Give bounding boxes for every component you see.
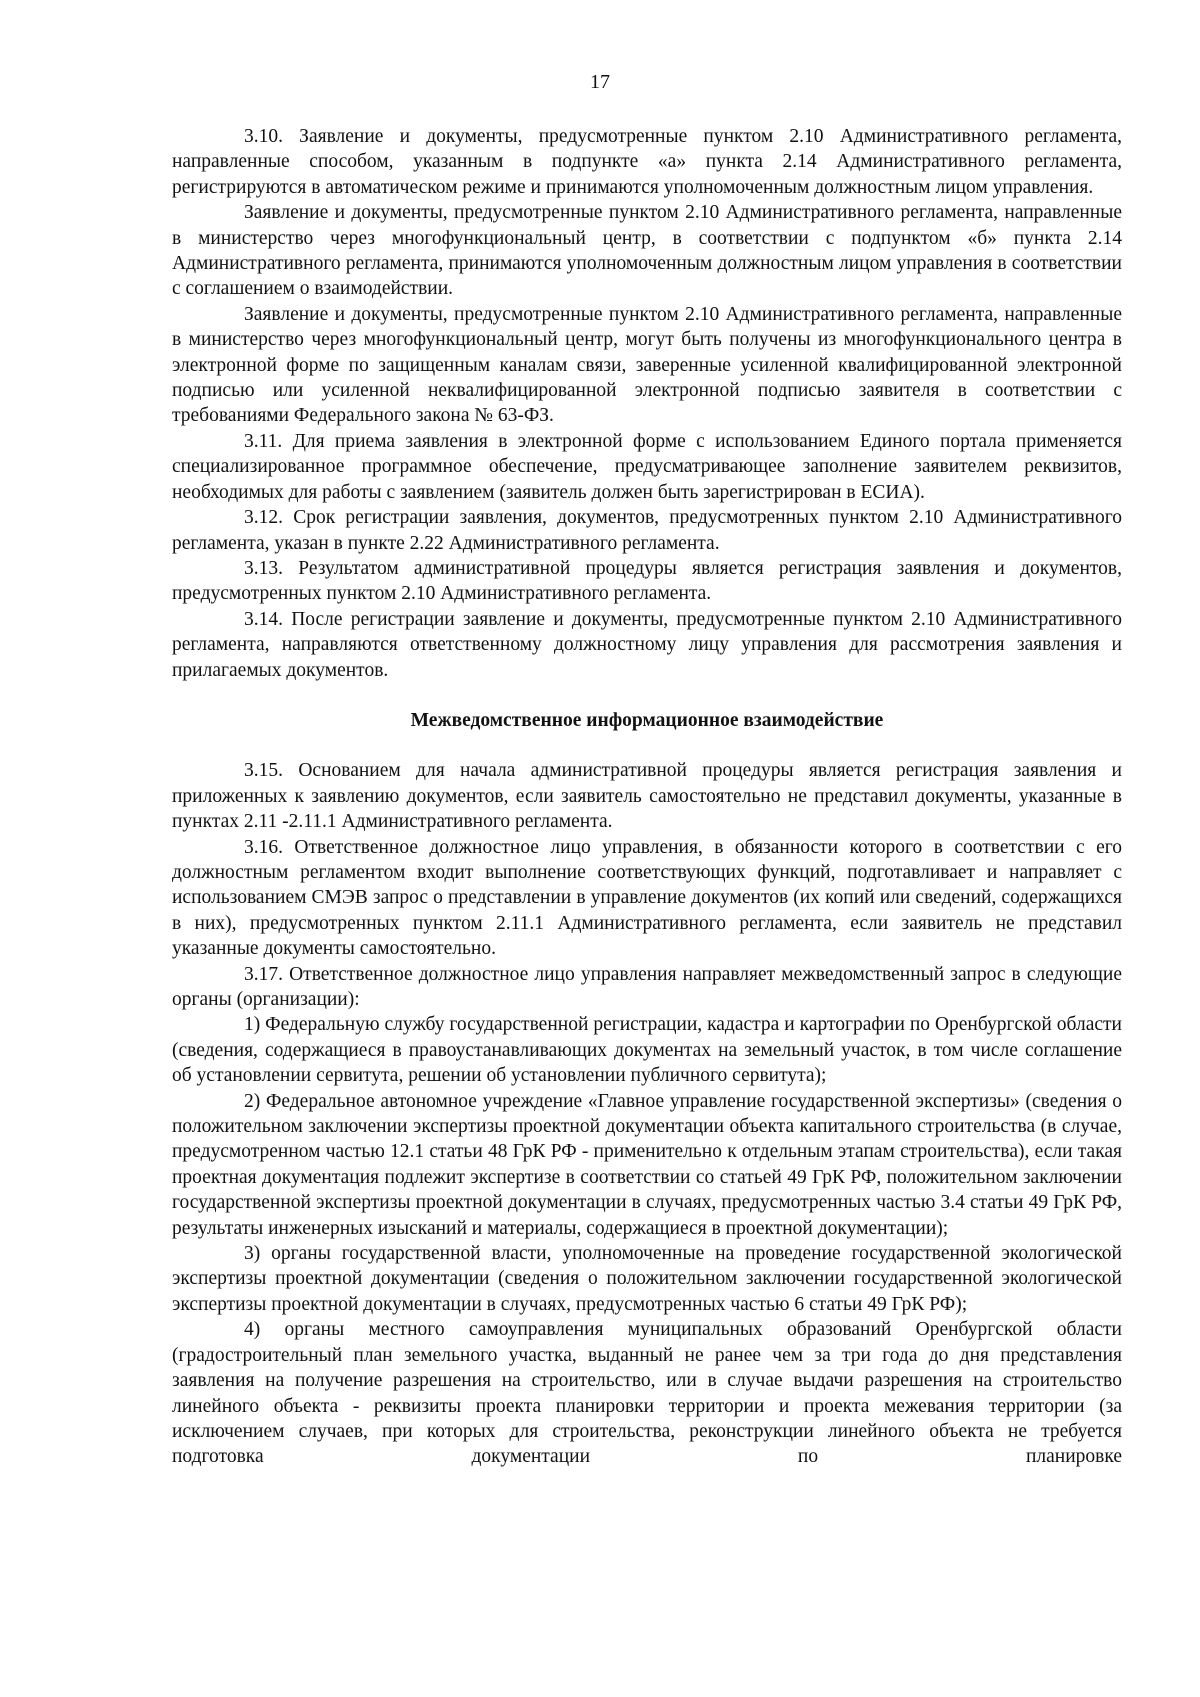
list-item-3: 3) органы государственной власти, уполномоченные на проведение государственной экологической экспертизы проектной документации (сведения о положительном заключении государственной экологической экспертизы проектной документации в случаях, предусмотренных частью 6 статьи 49 ГрК РФ); bbox=[172, 1243, 1122, 1315]
paragraph-3-11: 3.11. Для приема заявления в электронной форме с использованием Единого портала применяется специализированное программное обеспечение, предусматривающее заполнение заявителем реквизитов, необходимых для работы с заявлением (заявитель должен быть зарегистрирован в ЕСИА). bbox=[172, 430, 1122, 503]
paragraph-3-14: 3.14. После регистрации заявление и документы, предусмотренные пунктом 2.10 Административного регламента, направляются ответственному должностному лицу управления для рассмотрения заявления и прилагаемых документов. bbox=[172, 608, 1122, 681]
paragraph-3-13: 3.13. Результатом административной процедуры является регистрация заявления и документов, предусмотренных пунктом 2.10 Административного регламента. bbox=[172, 557, 1122, 605]
paragraph-3-12: 3.12. Срок регистрации заявления, документов, предусмотренных пунктом 2.10 Административного регламента, указан в пункте 2.22 Административного регламента. bbox=[172, 507, 1122, 554]
paragraph-3-10: 3.10. Заявление и документы, предусмотренные пунктом 2.10 Административного регламента, направленные способом, указанным в подпункте «а» пункта 2.14 Административного регламента, регистрируются в автоматическом режиме и принимаются уполномоченным должностным лицом управления. bbox=[172, 126, 1122, 198]
section-heading: Межведомственное информационное взаимодействие bbox=[410, 709, 884, 731]
list-item-2: 2) Федеральное автономное учреждение «Главное управление государственной экспертизы» (сведения о положительном заключении экспертизы проектной документации объекта капитального строительства (в случае, предусмотренном частью 12.1 статьи 48 ГрК РФ - применительно к отдельным этапам строительства), если такая проектная документация подлежит экспертизе в соответствии со статьей 49 ГрК РФ, положительном заключении государственной экспертизы проектной документации в случаях, предусмотренных частью 3.4 статьи 49 ГрК РФ, результаты инженерных изысканий и материалы, содержащиеся в проектной документации); bbox=[172, 1090, 1122, 1239]
list-item-1: 1) Федеральную службу государственной регистрации, кадастра и картографии по Оренбургской области (сведения, содержащиеся в правоустанавливающих документах на земельный участок, в том числе соглашение об установлении сервитута, решении об установлении публичного сервитута); bbox=[172, 1014, 1122, 1087]
paragraph-3-10-mfc: Заявление и документы, предусмотренные пунктом 2.10 Административного регламента, направленные в министерство через многофункциональный центр, в соответствии с подпунктом «б» пункта 2.14 Административного регламента, принимаются уполномоченным должностным лицом управления в соответствии с соглашением о взаимодействии. bbox=[172, 202, 1122, 300]
paragraph-3-10-electronic: Заявление и документы, предусмотренные пунктом 2.10 Административного регламента, направленные в министерство через многофункциональный центр, могут быть получены из многофункционального центра в электронной форме по защищенным каналам связи, заверенные усиленной квалифицированной электронной подписью или усиленной неквалифицированной электронной подписью заявителя в соответствии с требованиями Федерального закона № 63-ФЗ. bbox=[172, 303, 1122, 427]
paragraph-3-15: 3.15. Основанием для начала административной процедуры является регистрация заявления и приложенных к заявлению документов, если заявитель самостоятельно не представил документы, указанные в пунктах 2.11 -2.11.1 Административного регламента. bbox=[172, 760, 1122, 833]
list-item-4: 4) органы местного самоуправления муниципальных образований Оренбургской области (градостроительный план земельного участка, выданный не ранее чем за три года до дня представления заявления на получение разрешения на строительство, или в случае выдачи разрешения на строительство линейного объекта - реквизиты проекта планировки территории и проекта межевания территории (за исключением случаев, при которых для строительства, реконструкции линейного объекта не требуется подготовка документации по планировке bbox=[172, 1319, 1122, 1468]
document-body bbox=[172, 124, 1122, 1470]
paragraph-3-17: 3.17. Ответственное должностное лицо управления направляет межведомственный запрос в следующие органы (организации): bbox=[172, 963, 1122, 1010]
paragraph-3-16: 3.16. Ответственное должностное лицо управления, в обязанности которого в соответствии с его должностным регламентом входит выполнение соответствующих функций, подготавливает и направляет с использованием СМЭВ запрос о представлении в управление документов (их копий или сведений, содержащихся в них), предусмотренных пунктом 2.11.1 Административного регламента, если заявитель не представил указанные документы самостоятельно. bbox=[172, 836, 1122, 960]
page-number: 17 bbox=[590, 71, 610, 93]
